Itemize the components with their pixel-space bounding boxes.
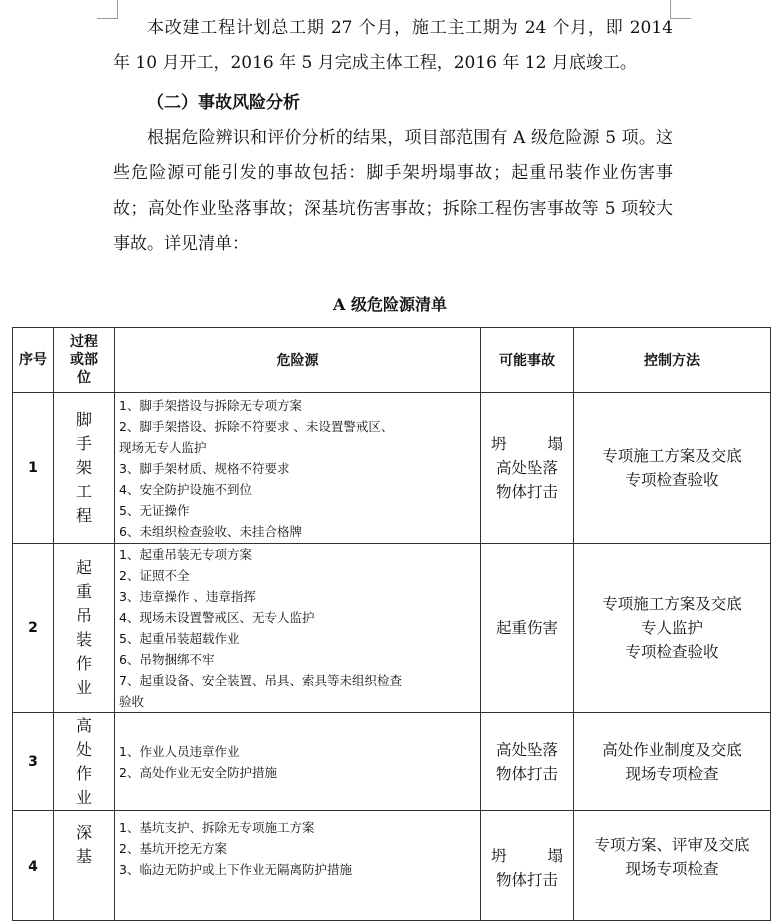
hazard-item: 验收 [119, 694, 145, 709]
accident-item: 高处坠落 [495, 459, 558, 477]
hazard-item: 5、无证操作 [119, 502, 190, 518]
row-hazards [115, 393, 481, 544]
paragraph-schedule: 本改建工程计划总工期 27 个月，施工主工期为 24 个月，即 2014 年 10 月开工，2016 年 5 月完成主体工程，2016 年 12 月底竣工。 [113, 18, 673, 74]
header-process-line: 过程 [70, 334, 98, 350]
table-header-row [13, 328, 771, 393]
hazard-item: 5、起重吊装超载作业 [119, 631, 240, 646]
header-process-line: 或部 [70, 352, 98, 368]
accident-item: 物体打击 [495, 764, 558, 783]
row-accidents [481, 544, 574, 713]
hazard-item: 6、未组织检查验收、未挂合格牌 [119, 523, 302, 539]
hazard-table [12, 327, 771, 921]
row-hazards [115, 544, 481, 713]
table-row [13, 713, 771, 811]
page-corner-mark-right [670, 0, 691, 19]
row-process: 起 重 吊 装 作 业 [54, 544, 115, 713]
header-control: 控制方法 [574, 328, 771, 393]
row-accidents [481, 393, 574, 544]
control-item: 高处作业制度及交底 [602, 740, 742, 759]
hazard-item: 6、吊物捆绑不牢 [119, 652, 215, 667]
hazard-item: 3、脚手架材质、规格不符要求 [119, 460, 290, 476]
table-row [13, 393, 771, 544]
paragraph-risk-analysis: 根据危险辨识和评价分析的结果，项目部范围有 A 级危险源 5 项。这些危险源可能引发的事故包括：脚手架坍塌事故；起重吊装作业伤害事故；高处作业坠落事故；深基坑伤害事故；拆除工程伤害事故等 5 项较大事故。详见清单： [113, 128, 673, 255]
hazard-item: 1、基坑支护、拆除无专项施工方案 [119, 820, 315, 835]
hazard-item: 2、基坑开挖无方案 [119, 841, 227, 856]
hazard-item: 3、违章操作 、违章指挥 [119, 589, 256, 604]
control-item: 专项施工方案及交底 [602, 447, 742, 465]
row-controls [574, 393, 771, 544]
row-accidents [481, 713, 574, 811]
row-controls [574, 713, 771, 811]
control-item: 专项施工方案及交底 [602, 595, 742, 613]
hazard-item: 4、安全防护设施不到位 [119, 481, 252, 497]
row-index: 1 [13, 393, 54, 544]
hazard-item: 1、脚手架搭设与拆除无专项方案 [119, 397, 302, 413]
row-process: 脚 手 架 工 程 [54, 393, 115, 544]
control-item: 专项检查验收 [625, 471, 719, 489]
hazard-item: 2、脚手架搭设、拆除不符要求 、未设置警戒区、 [119, 418, 394, 434]
accident-item: 物体打击 [495, 871, 558, 889]
row-accidents [481, 811, 574, 921]
row-process: 深 基 [54, 811, 115, 921]
accident-item: 坍 塌 [491, 435, 563, 453]
header-process-line: 位 [77, 370, 91, 386]
section-heading: （二）事故风险分析 [147, 93, 300, 113]
control-item: 专项检查验收 [625, 643, 719, 661]
accident-item: 高处坠落 [495, 740, 558, 759]
hazard-item: 4、现场未设置警戒区、无专人监护 [119, 610, 315, 625]
hazard-item: 2、证照不全 [119, 568, 190, 583]
header-accident: 可能事故 [481, 328, 574, 393]
row-index: 4 [13, 811, 54, 921]
table-title: A 级危险源清单 [333, 295, 447, 314]
hazard-item: 现场无专人监护 [119, 439, 207, 455]
control-item: 专项方案、评审及交底 [594, 836, 750, 854]
row-controls [574, 544, 771, 713]
hazard-item: 3、临边无防护或上下作业无隔离防护措施 [119, 862, 352, 877]
header-index: 序号 [13, 328, 54, 393]
hazard-item: 7、起重设备、安全装置、吊具、索具等未组织检查 [119, 673, 402, 688]
header-hazard: 危险源 [115, 328, 481, 393]
hazard-item: 2、高处作业无安全防护措施 [119, 764, 277, 780]
hazard-item: 1、作业人员违章作业 [119, 743, 240, 759]
accident-item: 物体打击 [495, 483, 558, 501]
header-process [54, 328, 115, 393]
control-item: 专人监护 [640, 619, 703, 637]
row-hazards [115, 713, 481, 811]
control-item: 现场专项检查 [625, 764, 719, 783]
accident-item: 起重伤害 [495, 619, 558, 637]
accident-item: 坍 塌 [491, 847, 563, 865]
hazard-item: 1、起重吊装无专项方案 [119, 547, 252, 562]
control-item: 现场专项检查 [625, 860, 719, 878]
row-index: 3 [13, 713, 54, 811]
row-controls [574, 811, 771, 921]
row-process: 高 处 作 业 [54, 713, 115, 811]
table-row [13, 544, 771, 713]
table-row [13, 811, 771, 921]
row-hazards [115, 811, 481, 921]
row-index: 2 [13, 544, 54, 713]
